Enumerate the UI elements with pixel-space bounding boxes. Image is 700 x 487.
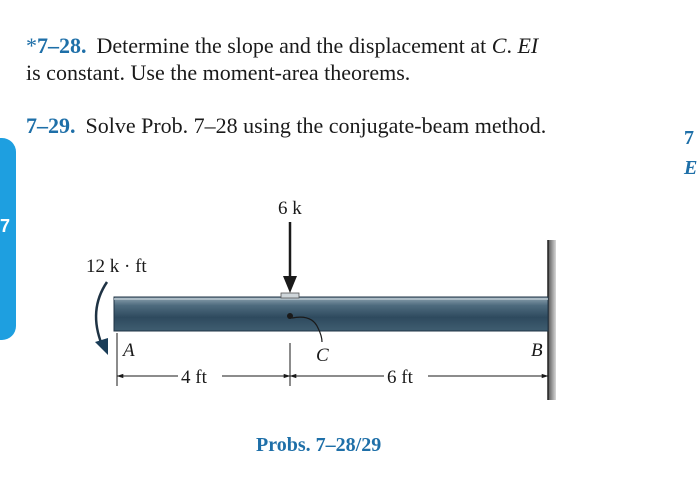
- moment-label: 12 k · ft: [86, 256, 147, 277]
- problem-7-29-text: Solve Prob. 7–28 using the conjugate-beam method.: [85, 113, 547, 138]
- figure-caption: Probs. 7–28/29: [256, 434, 382, 456]
- ei-ref: EI: [517, 33, 539, 58]
- support-b-label: B: [531, 340, 543, 361]
- point-load-arrow-head: [283, 276, 297, 293]
- problem-text-part: .: [506, 33, 518, 58]
- fixed-support-wall: [548, 240, 556, 400]
- problem-7-28-line-2: is constant. Use the moment-area theorems.: [26, 60, 411, 85]
- beam: [114, 297, 548, 331]
- dim-right-label: 6 ft: [387, 367, 413, 388]
- page-edge-number: 7: [0, 216, 11, 236]
- problem-number: 7–28.: [37, 33, 87, 58]
- support-a-label: A: [123, 340, 135, 361]
- point-load-label: 6 k: [278, 198, 302, 219]
- dim-left-label: 4 ft: [181, 367, 207, 388]
- problem-7-29-number: 7–29.: [26, 113, 76, 138]
- point-c-ref: C: [491, 33, 507, 58]
- moment-arrow-arc: [96, 282, 107, 345]
- problem-text-part: Determine the slope and the displacement at: [96, 33, 492, 58]
- point-c-label: C: [316, 345, 329, 366]
- right-margin-text-1: 7: [684, 127, 694, 149]
- moment-arrow-head: [95, 338, 108, 355]
- right-margin-text-2: E: [684, 157, 698, 179]
- load-plate: [281, 293, 299, 298]
- problem-star: *: [26, 33, 37, 58]
